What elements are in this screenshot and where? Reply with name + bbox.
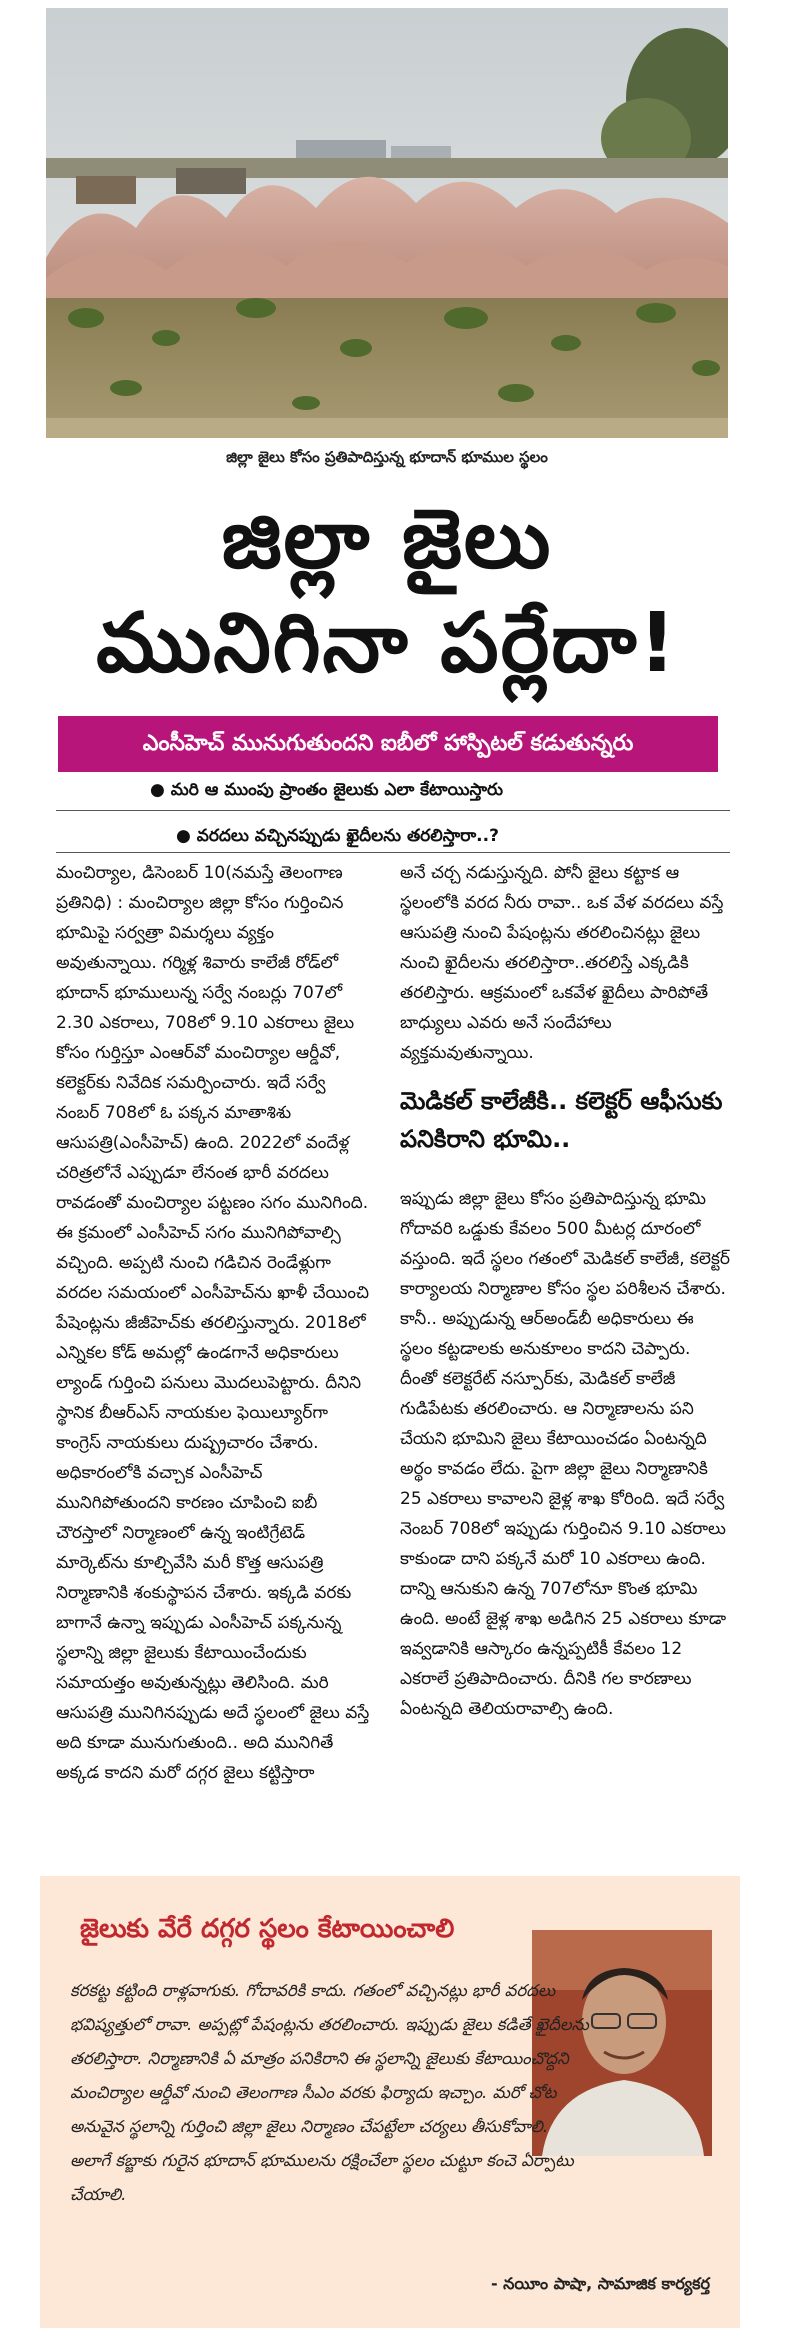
- headline-line-2: మునిగినా పర్లేదా!: [96, 596, 678, 691]
- article-paragraph: మంచిర్యాల, డిసెంబర్ 10(నమస్తే తెలంగాణ ప్రతినిధి) : మంచిర్యాల జిల్లా కోసం గుర్తించిన భూమిపై సర్వత్రా విమర్శలు వ్యక్తం అవుతున్నాయి. గర్మిళ్ల శివారు కాలేజీ రోడ్‌లో భూదాన్ భూములున్న సర్వే నంబర్లు 707లో 2.30 ఎకరాలు, 708లో 9.10 ఎకరాలు జైలు కోసం గుర్తిస్తూ ఎంఆర్‌వో మంచిర్యాల ఆర్డీవో, కలెక్టర్‌కు నివేదిక సమర్పించారు. ఇదే సర్వే నంబర్ 708లో ఓ పక్కన మాతాశిశు ఆసుపత్రి(ఎంసీహెచ్) ఉంది. 2022లో వందేళ్ల చరిత్రలోనే ఎప్పుడూ లేనంత భారీ వరదలు రావడంతో మంచిర్యాల పట్టణం సగం మునిగింది. ఈ క్రమంలో ఎంసీహెచ్ సగం మునిగిపోవాల్సి వచ్చింది. అప్పటి నుంచి గడిచిన రెండేళ్లుగా వరదల సమయంలో ఎంసీహెచ్‌ను ఖాళీ చేయించి పేషెంట్లను జీజీహెచ్‌కు తరలిస్తున్నారు. 2018లో ఎన్నికల కోడ్ అమల్లో ఉండగానే అధికారులు ల్యాండ్ గుర్తించి పనులు మొదలుపెట్టారు. దీనిని స్థానిక బీఆర్ఎస్ నాయకుల ఫెయిల్యూర్‌గా కాంగ్రెస్ నాయకులు దుష్ప్రచారం చేశారు. అధికారంలోకి వచ్చాక ఎంసీహెచ్ మునిగిపోతుందని కారణం చూపించి ఐబీ చౌరస్తాలో నిర్మాణంలో ఉన్న ఇంటిగ్రేటెడ్ మార్కెట్‌ను కూల్చివేసి మరీ కొత్త ఆసుపత్రి నిర్మాణానికి శంకుస్థాపన చేశారు. ఇక్కడి వరకు బాగానే ఉన్నా ఇప్పుడు ఎంసీహెచ్ పక్కనున్న స్థలాన్ని జిల్లా జైలుకు కేటాయించేందుకు సమాయత్తం అవుతున్నట్లు తెలిసింది. మరి ఆసుపత్రి మునిగినప్పుడు అదే స్థలంలో జైలు వస్తే అది కూడా మునుగుతుంది.. అది మునిగితే అక్కడ కాదని మరో దగ్గర జైలు కట్టిస్తారా: [56, 863, 370, 1783]
- quote-signature: - నయీం పాషా, సామాజిక కార్యకర్త: [490, 2274, 710, 2293]
- quote-text: కరకట్ట కట్టింది రాళ్లవాగుకు. గోదావరికి కాదు. గతంలో వచ్చినట్లు భారీ వరదలు భవిష్యత్తులో రావా. అప్పట్లో పేషంట్లను తరలించారు. ఇప్పుడు జైలు కడితే ఖైదీలను తరలిస్తారా. నిర్మాణానికి ఏ మాత్రం పనికిరాని ఈ స్థలాన్ని జైలుకు కేటాయించొద్దని మంచిర్యాల ఆర్డీవో నుంచి తెలంగాణ సీఎం వరకు ఫిర్యాదు ఇచ్చాం. మరో చోట అనువైన స్థలాన్ని గుర్తించి జిల్లా జైలు నిర్మాణం చేపట్టేలా చర్యలు తీసుకోవాలి. అలాగే కబ్జాకు గురైన భూదాన్ భూములను రక్షించేలా స్థలం చుట్టూ కంచె ఏర్పాటు చేయాలి.: [70, 1981, 589, 2204]
- article-column-right: [400, 858, 730, 1724]
- site-photo: [46, 8, 728, 438]
- headline-line-1: జిల్లా జైలు: [221, 492, 553, 587]
- bullet-text: వరదలు వచ్చినప్పుడు ఖైదీలను తరలిస్తారా..?: [196, 826, 499, 846]
- quote-box: [40, 1876, 740, 2328]
- divider: [56, 810, 730, 811]
- divider: [56, 852, 730, 853]
- article-paragraph: ఇప్పుడు జిల్లా జైలు కోసం ప్రతిపాదిస్తున్న భూమి గోదావరి ఒడ్డుకు కేవలం 500 మీటర్ల దూరంలో వస్తుంది. ఇదే స్థలం గతంలో మెడికల్ కాలేజీ, కలెక్టర్ కార్యాలయ నిర్మాణాల కోసం స్థల పరిశీలన చేశారు. కానీ.. అప్పుడున్న ఆర్అండ్‌బీ అధికారులు ఈ స్థలం కట్టడాలకు అనుకూలం కాదని చెప్పారు. దీంతో కలెక్టరేట్ నస్పూర్‌కు, మెడికల్ కాలేజీ గుడిపేటకు తరలించారు. ఆ నిర్మాణాలను పని చేయని భూమిని జైలు కేటాయించడం ఏంటన్నది అర్థం కావడం లేదు. పైగా జిల్లా జైలు నిర్మాణానికి 25 ఎకరాలు కావాలని జైళ్ల శాఖ కోరింది. ఇదే సర్వే నెంబర్ 708లో ఇప్పుడు గుర్తించిన 9.10 ఎకరాలు కాకుండా దాని పక్కనే మరో 10 ఎకరాలు ఉంది. దాన్ని ఆనుకుని ఉన్న 707లోనూ కొంత భూమి ఉంది. అంటే జైళ్ల శాఖ అడిగిన 25 ఎకరాలు కూడా ఇవ్వడానికి ఆస్కారం ఉన్నప్పటికీ కేవలం 12 ఎకరాలే ప్రతిపాదించారు. దీనికి గల కారణాలు ఏంటన్నది తెలియరావాల్సి ఉంది.: [400, 1189, 730, 1719]
- photo-caption: జిల్లా జైలు కోసం ప్రతిపాదిస్తున్న భూదాన్ భూముల స్థలం: [226, 448, 548, 466]
- bullet-text: మరి ఆ ముంపు ప్రాంతం జైలుకు ఎలా కేటాయిస్తారు: [170, 780, 503, 800]
- bullet-point-2: ● వరదలు వచ్చినప్పుడు ఖైదీలను తరలిస్తారా..?: [176, 826, 499, 846]
- subheadline-banner: ఎంసీహెచ్ మునుగుతుందని ఐబీలో హాస్పిటల్ కడుతున్నరు: [58, 716, 718, 772]
- quote-box-title: జైలుకు వేరే దగ్గర స్థలం కేటాయించాలి: [80, 1914, 455, 1944]
- section-subheading: మెడికల్ కాలేజీకి.. కలెక్టర్ ఆఫీసుకు పనికిరాని భూమి..: [400, 1087, 723, 1153]
- bullet-point-1: ● మరి ఆ ముంపు ప్రాంతం జైలుకు ఎలా కేటాయిస్తారు: [150, 780, 503, 800]
- article-column-left: [56, 858, 374, 1788]
- article-paragraph: అనే చర్చ నడుస్తున్నది. పోనీ జైలు కట్టాక ఆ స్థలంలోకి వరద నీరు రావా.. ఒక వేళ వరదలు వస్తే ఆసుపత్రి నుంచి పేషంట్లను తరలించినట్లు జైలు నుంచి ఖైదీలను తరలిస్తారా..తరలిస్తే ఎక్కడికి తరలిస్తారు. ఆక్రమంలో ఒకవేళ ఖైదీలు పారిపోతే బాధ్యులు ఎవరు అనే సందేహాలు వ్యక్తమవుతున్నాయి.: [400, 863, 724, 1063]
